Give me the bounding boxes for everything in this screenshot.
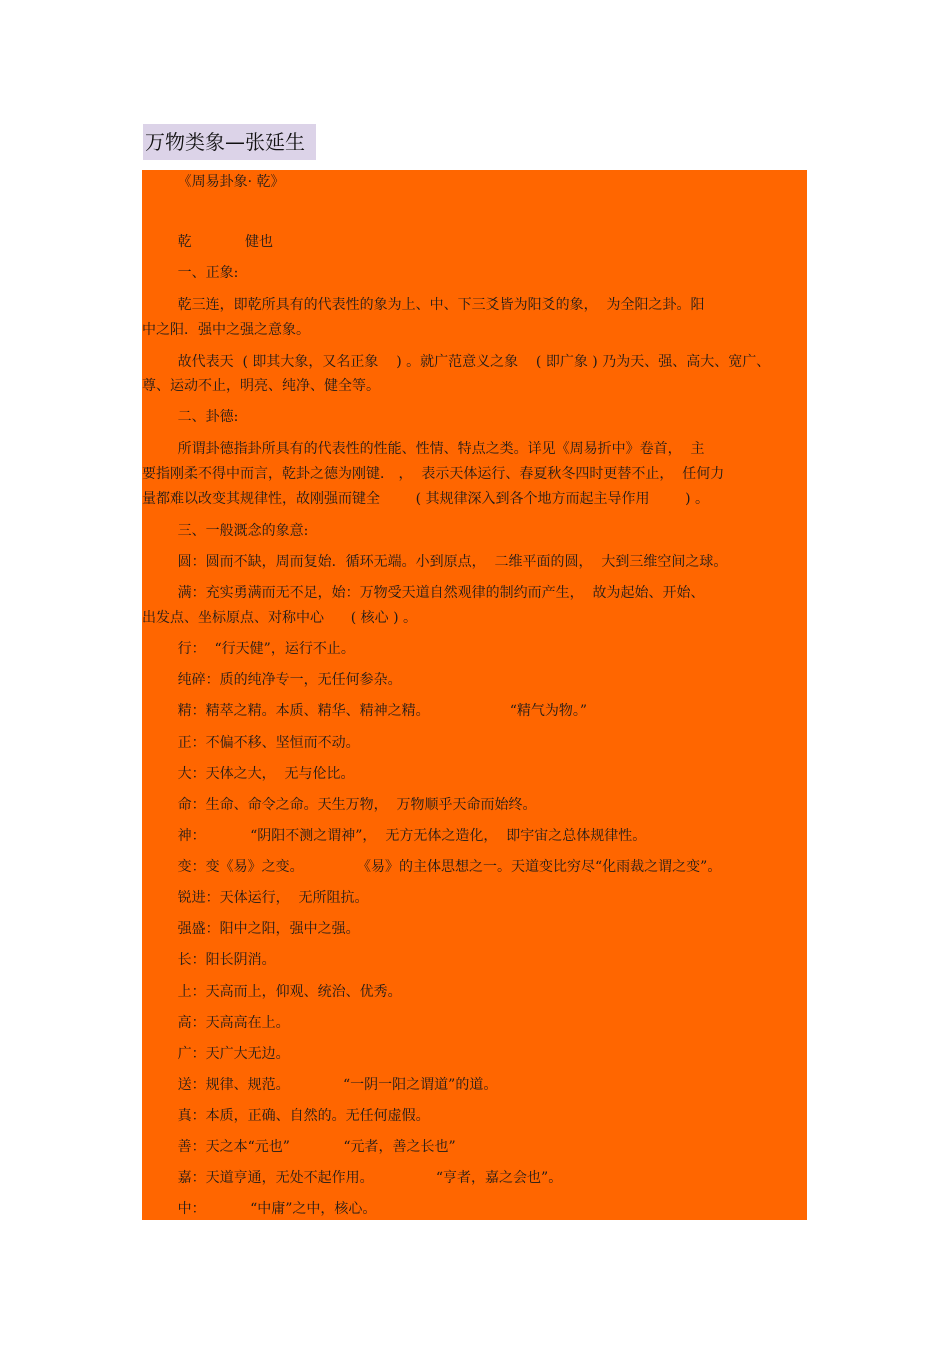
text-line: 满：充实勇满而无不足，始：万物受天道自然观律的制约而产生， 故为起始、开始、 [142,585,705,601]
text-line: 神： “阴阳不测之谓神”， 无方无体之造化， 即宇宙之总体规律性。 [142,828,647,844]
text-line: 乾三连，即乾所具有的代表性的象为上、中、下三爻皆为阳爻的象， 为全阳之卦。阳 [142,297,705,313]
text-line: 命：生命、命令之命。天生万物， 万物顺乎天命而始终。 [142,797,537,813]
text-line: 高：天高高在上。 [142,1015,290,1031]
text-line: 精：精萃之精。本质、精华、精神之精。 “精气为物。” [142,703,588,719]
text-line: 正：不偏不移、坚恒而不动。 [142,735,360,751]
text-line: 大：天体之大， 无与伦比。 [142,766,355,782]
text-line: 行： “行天健”，运行不止。 [142,641,355,657]
text-line: 锐进：天体运行， 无所阻抗。 [142,890,369,906]
text-line: 三、一般溉念的象意: [142,523,309,539]
document-title: 万物类象—张延生 [143,124,316,160]
text-line: 纯碎：质的纯净专一，无任何参杂。 [142,672,402,688]
text-line: 中之阳．强中之强之意象。 [142,322,310,338]
text-line: 嘉：天道亨通，无处不起作用。 “亨者，嘉之会也”。 [142,1170,563,1186]
text-line: 真：本质，正确、自然的。无任何虚假。 [142,1108,430,1124]
text-line: 中： “中庸”之中，核心。 [142,1201,377,1217]
text-line: 故代表天 ( 即其大象，又名正象 ) 。就广范意义之象 ( 即广象 ) 乃为天、强、高大、宽广、 [142,354,771,370]
text-line: 一、正象: [142,265,239,281]
text-line: 送：规律、规范。 “一阴一阳之谓道”的道。 [142,1077,498,1093]
text-line: 广：天广大无边。 [142,1046,290,1062]
text-line: 出发点、坐标原点、对称中心 ( 核心 ) 。 [142,610,417,626]
text-line: 《周易卦象· 乾》 [142,174,285,190]
text-line: 变：变《易》之变。 《易》的主体思想之一。天道变比穷尽“化雨裁之谓之变”。 [142,859,722,875]
text-line: 尊、运动不止，明亮、纯净、健全等。 [142,378,380,394]
text-line: 圆：圆而不缺，周而复始．循环无端。小到原点， 二维平面的圆， 大到三维空间之球。 [142,554,728,570]
text-line: 善：天之本“元也” “元者，善之长也” [142,1139,456,1155]
text-line: 量都难以改变其规律性，故刚强而键全 ( 其规律深入到各个地方而起主导作用 ) 。 [142,491,710,507]
text-line: 上：天高而上，仰观、统治、优秀。 [142,984,402,1000]
text-line: 强盛：阳中之阳，强中之强。 [142,921,360,937]
text-line: 乾 健也 [142,234,274,250]
content-panel [142,170,807,1220]
text-line: 所谓卦德指卦所具有的代表性的性能、性情、特点之类。详见《周易折中》卷首， 主 [142,441,705,457]
text-line: 要指刚柔不得中而言，乾卦之德为刚键． ， 表示天体运行、春夏秋冬四时更替不止， 任何力 [142,466,725,482]
text-line: 长：阳长阴消。 [142,952,276,968]
text-line: 二、卦德: [142,409,239,425]
